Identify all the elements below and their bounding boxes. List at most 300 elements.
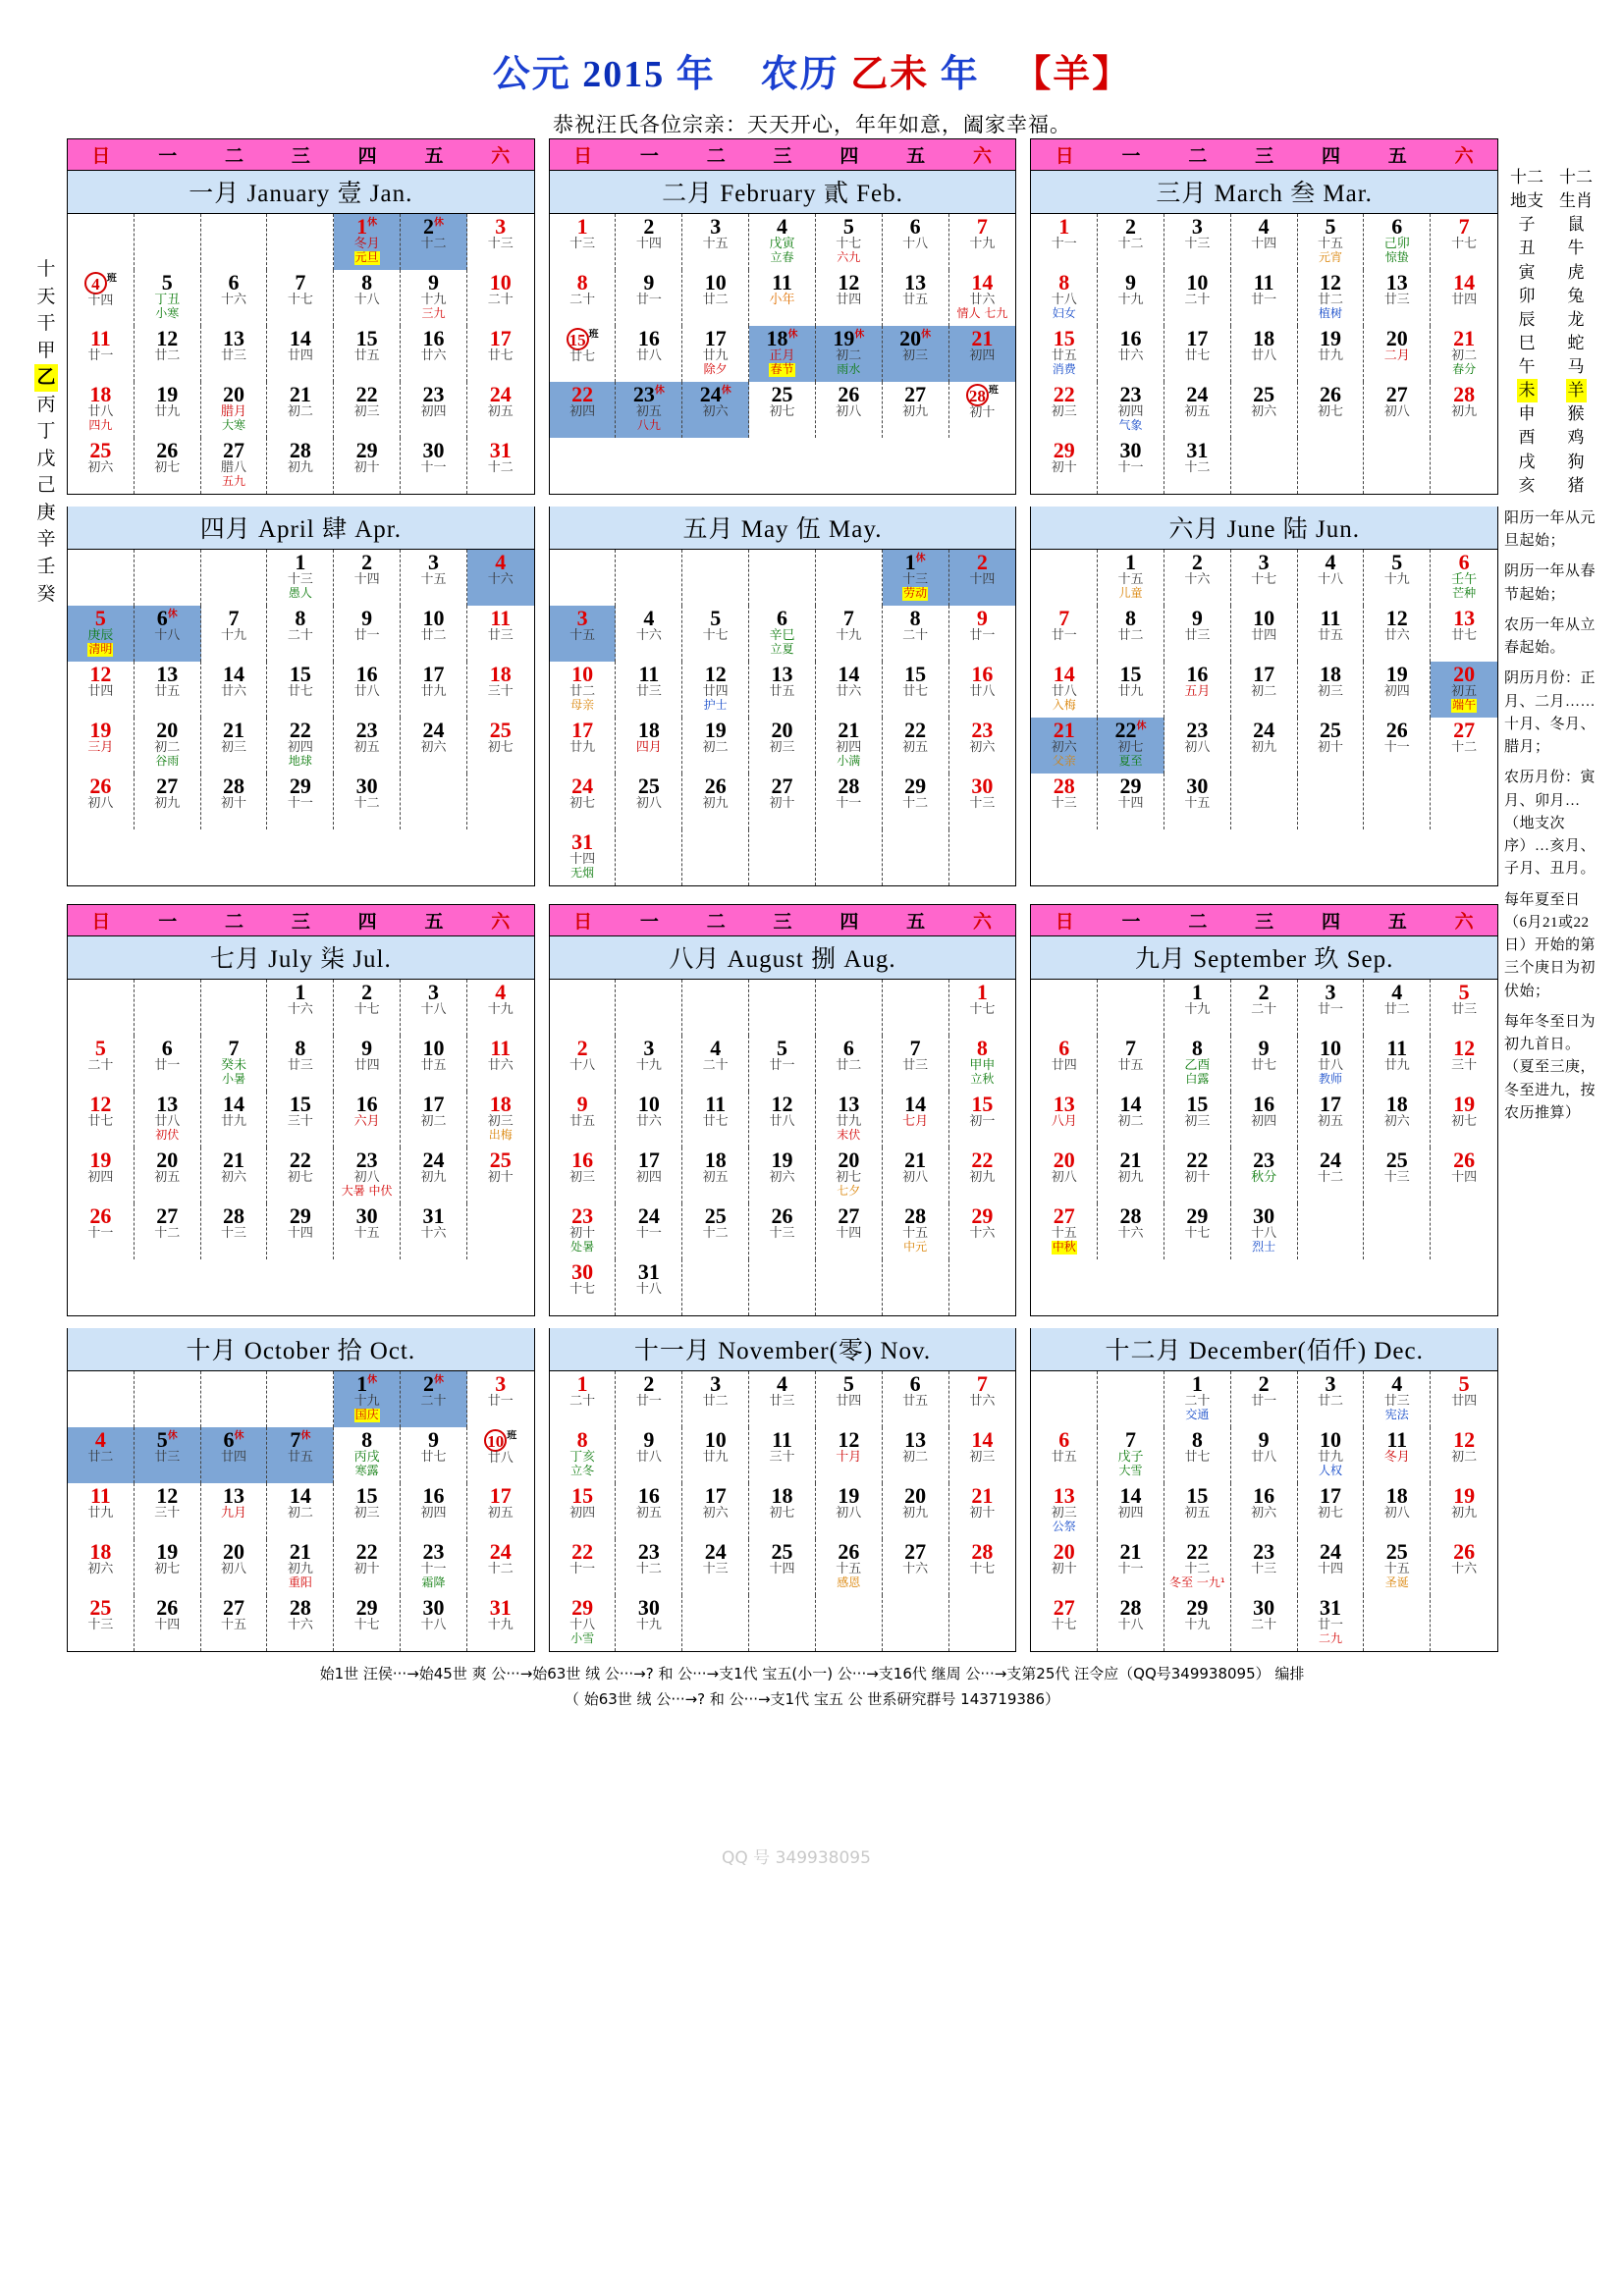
day-cell[interactable] xyxy=(467,1092,534,1148)
day-cell[interactable] xyxy=(1431,270,1497,326)
day-cell[interactable] xyxy=(1098,326,1164,382)
day-cell[interactable] xyxy=(682,1371,749,1427)
day-cell[interactable] xyxy=(1164,1203,1231,1259)
day-cell[interactable] xyxy=(1098,1595,1164,1651)
day-cell[interactable] xyxy=(550,718,617,774)
day-cell[interactable] xyxy=(401,662,467,718)
day-cell[interactable] xyxy=(1298,1595,1365,1651)
day-cell[interactable] xyxy=(1298,980,1365,1036)
day-cell[interactable] xyxy=(68,1148,135,1203)
day-cell[interactable] xyxy=(1364,270,1431,326)
day-cell[interactable] xyxy=(949,1427,1016,1483)
day-cell[interactable] xyxy=(1431,1427,1497,1483)
day-cell[interactable] xyxy=(1164,550,1231,606)
day-cell[interactable] xyxy=(1031,718,1098,774)
day-cell[interactable] xyxy=(467,1595,534,1651)
day-cell[interactable] xyxy=(1431,382,1497,438)
day-cell[interactable] xyxy=(401,1427,467,1483)
day-cell[interactable] xyxy=(1164,1539,1231,1595)
day-cell[interactable] xyxy=(467,382,534,438)
day-cell[interactable] xyxy=(616,1595,682,1651)
day-cell[interactable] xyxy=(334,980,401,1036)
day-cell[interactable] xyxy=(135,326,201,382)
day-cell[interactable] xyxy=(816,214,883,270)
day-cell[interactable] xyxy=(467,1148,534,1203)
day-cell[interactable] xyxy=(201,606,268,662)
day-cell[interactable] xyxy=(1231,1371,1298,1427)
day-cell[interactable] xyxy=(1231,1148,1298,1203)
day-cell[interactable] xyxy=(1098,1148,1164,1203)
day-cell[interactable] xyxy=(135,1036,201,1092)
day-cell[interactable] xyxy=(883,1427,949,1483)
day-cell[interactable] xyxy=(749,1483,816,1539)
day-cell[interactable] xyxy=(334,1427,401,1483)
day-cell[interactable] xyxy=(1231,270,1298,326)
day-cell[interactable] xyxy=(334,662,401,718)
day-cell[interactable] xyxy=(1298,550,1365,606)
day-cell[interactable] xyxy=(749,1036,816,1092)
day-cell[interactable] xyxy=(467,980,534,1036)
day-cell[interactable] xyxy=(1231,382,1298,438)
day-cell[interactable] xyxy=(68,1483,135,1539)
day-cell[interactable] xyxy=(816,774,883,829)
day-cell[interactable] xyxy=(267,718,334,774)
day-cell[interactable] xyxy=(467,606,534,662)
day-cell[interactable] xyxy=(401,270,467,326)
day-cell[interactable] xyxy=(334,606,401,662)
day-cell[interactable] xyxy=(1431,326,1497,382)
day-cell[interactable] xyxy=(267,1148,334,1203)
day-cell[interactable] xyxy=(1098,1539,1164,1595)
day-cell[interactable] xyxy=(616,326,682,382)
day-cell[interactable] xyxy=(1098,662,1164,718)
day-cell[interactable] xyxy=(682,1203,749,1259)
day-cell[interactable] xyxy=(467,550,534,606)
day-cell[interactable] xyxy=(616,718,682,774)
day-cell[interactable] xyxy=(749,1148,816,1203)
day-cell[interactable] xyxy=(1364,1539,1431,1595)
day-cell[interactable] xyxy=(749,1427,816,1483)
day-cell[interactable] xyxy=(1431,214,1497,270)
day-cell[interactable] xyxy=(401,1539,467,1595)
day-cell[interactable] xyxy=(816,1483,883,1539)
day-cell[interactable] xyxy=(267,1092,334,1148)
day-cell[interactable] xyxy=(1231,1483,1298,1539)
day-cell[interactable] xyxy=(201,1092,268,1148)
day-cell[interactable] xyxy=(135,382,201,438)
day-cell[interactable] xyxy=(883,1092,949,1148)
day-cell[interactable] xyxy=(550,1203,617,1259)
day-cell[interactable] xyxy=(616,1259,682,1315)
day-cell[interactable] xyxy=(1431,1371,1497,1427)
day-cell[interactable] xyxy=(467,1371,534,1427)
day-cell[interactable] xyxy=(334,382,401,438)
day-cell[interactable] xyxy=(1431,1539,1497,1595)
day-cell[interactable] xyxy=(135,662,201,718)
day-cell[interactable] xyxy=(816,1203,883,1259)
day-cell[interactable] xyxy=(682,1483,749,1539)
day-cell[interactable] xyxy=(883,270,949,326)
day-cell[interactable] xyxy=(1164,662,1231,718)
day-cell[interactable] xyxy=(135,1148,201,1203)
day-cell[interactable] xyxy=(1231,1595,1298,1651)
day-cell[interactable] xyxy=(401,1595,467,1651)
day-cell[interactable] xyxy=(1164,270,1231,326)
day-cell[interactable] xyxy=(1031,774,1098,829)
day-cell[interactable] xyxy=(1164,606,1231,662)
day-cell[interactable] xyxy=(749,606,816,662)
day-cell[interactable] xyxy=(135,1483,201,1539)
day-cell[interactable] xyxy=(682,1092,749,1148)
day-cell[interactable] xyxy=(334,270,401,326)
day-cell[interactable] xyxy=(1298,326,1365,382)
day-cell[interactable] xyxy=(1364,606,1431,662)
day-cell[interactable] xyxy=(749,1203,816,1259)
day-cell[interactable] xyxy=(550,270,617,326)
day-cell[interactable] xyxy=(949,662,1016,718)
day-cell[interactable] xyxy=(201,1483,268,1539)
day-cell[interactable] xyxy=(682,606,749,662)
day-cell[interactable] xyxy=(749,1092,816,1148)
day-cell[interactable] xyxy=(550,1036,617,1092)
day-cell[interactable] xyxy=(1431,662,1497,718)
day-cell[interactable] xyxy=(201,438,268,494)
day-cell[interactable] xyxy=(949,606,1016,662)
day-cell[interactable] xyxy=(1031,1595,1098,1651)
day-cell[interactable] xyxy=(334,1371,401,1427)
day-cell[interactable] xyxy=(883,1539,949,1595)
day-cell[interactable] xyxy=(550,326,617,382)
day-cell[interactable] xyxy=(883,326,949,382)
day-cell[interactable] xyxy=(68,606,135,662)
day-cell[interactable] xyxy=(1031,438,1098,494)
day-cell[interactable] xyxy=(949,1539,1016,1595)
day-cell[interactable] xyxy=(1298,1483,1365,1539)
day-cell[interactable] xyxy=(1231,1427,1298,1483)
day-cell[interactable] xyxy=(201,326,268,382)
day-cell[interactable] xyxy=(1431,550,1497,606)
day-cell[interactable] xyxy=(749,774,816,829)
day-cell[interactable] xyxy=(1031,270,1098,326)
day-cell[interactable] xyxy=(949,718,1016,774)
day-cell[interactable] xyxy=(1098,438,1164,494)
day-cell[interactable] xyxy=(1364,1483,1431,1539)
day-cell[interactable] xyxy=(401,382,467,438)
day-cell[interactable] xyxy=(616,1483,682,1539)
day-cell[interactable] xyxy=(401,1371,467,1427)
day-cell[interactable] xyxy=(616,1036,682,1092)
day-cell[interactable] xyxy=(682,214,749,270)
day-cell[interactable] xyxy=(949,326,1016,382)
day-cell[interactable] xyxy=(1031,382,1098,438)
day-cell[interactable] xyxy=(550,1427,617,1483)
day-cell[interactable] xyxy=(1031,1203,1098,1259)
day-cell[interactable] xyxy=(401,1092,467,1148)
day-cell[interactable] xyxy=(1164,1427,1231,1483)
day-cell[interactable] xyxy=(68,1427,135,1483)
day-cell[interactable] xyxy=(1298,1427,1365,1483)
day-cell[interactable] xyxy=(749,1371,816,1427)
day-cell[interactable] xyxy=(1098,1203,1164,1259)
day-cell[interactable] xyxy=(1031,606,1098,662)
day-cell[interactable] xyxy=(334,326,401,382)
day-cell[interactable] xyxy=(267,1539,334,1595)
day-cell[interactable] xyxy=(1431,1092,1497,1148)
day-cell[interactable] xyxy=(883,774,949,829)
day-cell[interactable] xyxy=(267,1203,334,1259)
day-cell[interactable] xyxy=(616,270,682,326)
day-cell[interactable] xyxy=(68,774,135,829)
day-cell[interactable] xyxy=(1164,1371,1231,1427)
day-cell[interactable] xyxy=(550,1259,617,1315)
day-cell[interactable] xyxy=(467,326,534,382)
day-cell[interactable] xyxy=(550,774,617,829)
day-cell[interactable] xyxy=(1164,718,1231,774)
day-cell[interactable] xyxy=(1231,1539,1298,1595)
day-cell[interactable] xyxy=(467,662,534,718)
day-cell[interactable] xyxy=(949,980,1016,1036)
day-cell[interactable] xyxy=(550,1371,617,1427)
day-cell[interactable] xyxy=(816,662,883,718)
day-cell[interactable] xyxy=(135,774,201,829)
day-cell[interactable] xyxy=(1164,980,1231,1036)
day-cell[interactable] xyxy=(201,1203,268,1259)
day-cell[interactable] xyxy=(1364,718,1431,774)
day-cell[interactable] xyxy=(816,326,883,382)
day-cell[interactable] xyxy=(68,1203,135,1259)
day-cell[interactable] xyxy=(267,550,334,606)
day-cell[interactable] xyxy=(749,662,816,718)
day-cell[interactable] xyxy=(816,1371,883,1427)
day-cell[interactable] xyxy=(682,1427,749,1483)
day-cell[interactable] xyxy=(267,606,334,662)
day-cell[interactable] xyxy=(816,606,883,662)
day-cell[interactable] xyxy=(883,214,949,270)
day-cell[interactable] xyxy=(1431,718,1497,774)
day-cell[interactable] xyxy=(401,1036,467,1092)
day-cell[interactable] xyxy=(1098,1427,1164,1483)
day-cell[interactable] xyxy=(1364,662,1431,718)
day-cell[interactable] xyxy=(1431,1148,1497,1203)
day-cell[interactable] xyxy=(550,606,617,662)
day-cell[interactable] xyxy=(682,382,749,438)
day-cell[interactable] xyxy=(816,1092,883,1148)
day-cell[interactable] xyxy=(550,662,617,718)
day-cell[interactable] xyxy=(749,718,816,774)
day-cell[interactable] xyxy=(682,662,749,718)
day-cell[interactable] xyxy=(949,1092,1016,1148)
day-cell[interactable] xyxy=(467,718,534,774)
day-cell[interactable] xyxy=(267,438,334,494)
day-cell[interactable] xyxy=(616,1371,682,1427)
day-cell[interactable] xyxy=(1098,214,1164,270)
day-cell[interactable] xyxy=(1098,774,1164,829)
day-cell[interactable] xyxy=(267,1595,334,1651)
day-cell[interactable] xyxy=(816,1539,883,1595)
day-cell[interactable] xyxy=(1164,774,1231,829)
day-cell[interactable] xyxy=(749,326,816,382)
day-cell[interactable] xyxy=(1031,1092,1098,1148)
day-cell[interactable] xyxy=(68,1595,135,1651)
day-cell[interactable] xyxy=(334,214,401,270)
day-cell[interactable] xyxy=(1298,1371,1365,1427)
day-cell[interactable] xyxy=(1164,438,1231,494)
day-cell[interactable] xyxy=(749,382,816,438)
day-cell[interactable] xyxy=(201,1036,268,1092)
day-cell[interactable] xyxy=(201,718,268,774)
day-cell[interactable] xyxy=(1098,606,1164,662)
day-cell[interactable] xyxy=(467,1483,534,1539)
day-cell[interactable] xyxy=(1298,214,1365,270)
day-cell[interactable] xyxy=(1231,326,1298,382)
day-cell[interactable] xyxy=(201,1539,268,1595)
day-cell[interactable] xyxy=(1298,1148,1365,1203)
day-cell[interactable] xyxy=(135,1427,201,1483)
day-cell[interactable] xyxy=(467,214,534,270)
day-cell[interactable] xyxy=(334,718,401,774)
day-cell[interactable] xyxy=(883,662,949,718)
day-cell[interactable] xyxy=(816,382,883,438)
day-cell[interactable] xyxy=(550,1483,617,1539)
day-cell[interactable] xyxy=(135,1092,201,1148)
day-cell[interactable] xyxy=(267,774,334,829)
day-cell[interactable] xyxy=(401,326,467,382)
day-cell[interactable] xyxy=(467,1036,534,1092)
day-cell[interactable] xyxy=(1164,1148,1231,1203)
day-cell[interactable] xyxy=(401,550,467,606)
day-cell[interactable] xyxy=(949,382,1016,438)
day-cell[interactable] xyxy=(201,1148,268,1203)
day-cell[interactable] xyxy=(1298,662,1365,718)
day-cell[interactable] xyxy=(1298,718,1365,774)
day-cell[interactable] xyxy=(1031,662,1098,718)
day-cell[interactable] xyxy=(949,214,1016,270)
day-cell[interactable] xyxy=(883,606,949,662)
day-cell[interactable] xyxy=(1164,1092,1231,1148)
day-cell[interactable] xyxy=(1031,326,1098,382)
day-cell[interactable] xyxy=(883,550,949,606)
day-cell[interactable] xyxy=(1231,718,1298,774)
day-cell[interactable] xyxy=(68,1036,135,1092)
day-cell[interactable] xyxy=(334,1539,401,1595)
day-cell[interactable] xyxy=(135,1539,201,1595)
day-cell[interactable] xyxy=(816,1036,883,1092)
day-cell[interactable] xyxy=(401,718,467,774)
day-cell[interactable] xyxy=(401,1483,467,1539)
day-cell[interactable] xyxy=(1231,606,1298,662)
day-cell[interactable] xyxy=(334,1036,401,1092)
day-cell[interactable] xyxy=(267,1427,334,1483)
day-cell[interactable] xyxy=(267,980,334,1036)
day-cell[interactable] xyxy=(1164,1595,1231,1651)
day-cell[interactable] xyxy=(267,382,334,438)
day-cell[interactable] xyxy=(1231,980,1298,1036)
day-cell[interactable] xyxy=(401,1148,467,1203)
day-cell[interactable] xyxy=(401,214,467,270)
day-cell[interactable] xyxy=(816,1148,883,1203)
day-cell[interactable] xyxy=(334,1203,401,1259)
day-cell[interactable] xyxy=(1164,326,1231,382)
day-cell[interactable] xyxy=(550,214,617,270)
day-cell[interactable] xyxy=(682,1148,749,1203)
day-cell[interactable] xyxy=(682,718,749,774)
day-cell[interactable] xyxy=(334,438,401,494)
day-cell[interactable] xyxy=(1298,270,1365,326)
day-cell[interactable] xyxy=(550,829,617,885)
day-cell[interactable] xyxy=(401,606,467,662)
day-cell[interactable] xyxy=(1298,1036,1365,1092)
day-cell[interactable] xyxy=(816,270,883,326)
day-cell[interactable] xyxy=(1431,980,1497,1036)
day-cell[interactable] xyxy=(1164,1036,1231,1092)
day-cell[interactable] xyxy=(949,1036,1016,1092)
day-cell[interactable] xyxy=(1364,214,1431,270)
day-cell[interactable] xyxy=(1031,1036,1098,1092)
day-cell[interactable] xyxy=(949,1148,1016,1203)
day-cell[interactable] xyxy=(682,774,749,829)
day-cell[interactable] xyxy=(883,382,949,438)
day-cell[interactable] xyxy=(949,1371,1016,1427)
day-cell[interactable] xyxy=(467,438,534,494)
day-cell[interactable] xyxy=(816,718,883,774)
day-cell[interactable] xyxy=(883,1148,949,1203)
day-cell[interactable] xyxy=(616,774,682,829)
day-cell[interactable] xyxy=(1231,214,1298,270)
day-cell[interactable] xyxy=(1364,1427,1431,1483)
day-cell[interactable] xyxy=(682,1539,749,1595)
day-cell[interactable] xyxy=(201,1427,268,1483)
day-cell[interactable] xyxy=(1031,214,1098,270)
day-cell[interactable] xyxy=(1298,606,1365,662)
day-cell[interactable] xyxy=(1098,1036,1164,1092)
day-cell[interactable] xyxy=(267,1036,334,1092)
day-cell[interactable] xyxy=(201,382,268,438)
day-cell[interactable] xyxy=(334,550,401,606)
day-cell[interactable] xyxy=(334,1595,401,1651)
day-cell[interactable] xyxy=(334,1483,401,1539)
day-cell[interactable] xyxy=(1431,1483,1497,1539)
day-cell[interactable] xyxy=(401,1203,467,1259)
day-cell[interactable] xyxy=(1231,1036,1298,1092)
day-cell[interactable] xyxy=(616,382,682,438)
day-cell[interactable] xyxy=(135,438,201,494)
day-cell[interactable] xyxy=(682,326,749,382)
day-cell[interactable] xyxy=(1364,550,1431,606)
day-cell[interactable] xyxy=(616,1203,682,1259)
day-cell[interactable] xyxy=(550,382,617,438)
day-cell[interactable] xyxy=(616,1148,682,1203)
day-cell[interactable] xyxy=(616,1539,682,1595)
day-cell[interactable] xyxy=(550,1539,617,1595)
day-cell[interactable] xyxy=(334,1148,401,1203)
day-cell[interactable] xyxy=(883,718,949,774)
day-cell[interactable] xyxy=(550,1092,617,1148)
day-cell[interactable] xyxy=(1231,1092,1298,1148)
day-cell[interactable] xyxy=(1431,1036,1497,1092)
day-cell[interactable] xyxy=(401,980,467,1036)
day-cell[interactable] xyxy=(68,382,135,438)
day-cell[interactable] xyxy=(949,270,1016,326)
day-cell[interactable] xyxy=(682,1036,749,1092)
day-cell[interactable] xyxy=(816,1427,883,1483)
day-cell[interactable] xyxy=(467,270,534,326)
day-cell[interactable] xyxy=(749,214,816,270)
day-cell[interactable] xyxy=(1098,1483,1164,1539)
day-cell[interactable] xyxy=(616,1427,682,1483)
day-cell[interactable] xyxy=(1098,1092,1164,1148)
day-cell[interactable] xyxy=(1364,1092,1431,1148)
day-cell[interactable] xyxy=(883,1036,949,1092)
